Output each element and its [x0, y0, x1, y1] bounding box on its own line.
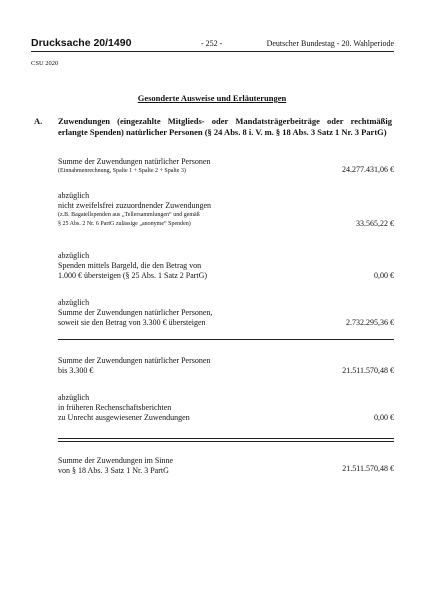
amount-unassignable: 33.565,22 €: [356, 219, 394, 228]
item-line: Summe der Zuwendungen natürlicher Personen: [58, 356, 211, 365]
page-header: [31, 37, 394, 52]
section-a-heading: Zuwendungen (eingezahlte Mitglieds- oder Mandatsträgerbeiträge oder rechtmäßig erlangte Spenden) natürlicher Personen (§ 24 Abs. 8 i. V. m. § 18 Abs. 3 Satz 1 Nr. 3 PartG): [58, 116, 392, 137]
amount-above-3300: 2.732.295,36 €: [346, 318, 394, 327]
item-note: (z.B. Bagatellspenden aus „Tellersammlungen“ und gemäß: [58, 212, 200, 218]
item-line: 1.000 € übersteigen (§ 25 Abs. 1 Satz 2 PartG): [58, 271, 208, 280]
item-line: Summe der Zuwendungen natürlicher Personen: [58, 157, 211, 166]
item-line: nicht zweifelsfrei zuzuordnender Zuwendungen: [58, 201, 212, 210]
item-line: in früheren Rechenschaftsberichten: [58, 403, 172, 412]
item-previous-reports: [58, 393, 393, 423]
item-line: Summe der Zuwendungen im Sinne: [58, 456, 174, 465]
section-title: Gesonderte Ausweise und Erläuterungen: [137, 93, 287, 103]
item-line: Summe der Zuwendungen natürlicher Personen,: [58, 308, 213, 317]
party-year-label: CSU 2020: [31, 60, 59, 67]
item-line: abzüglich: [58, 298, 90, 307]
item-line: soweit sie den Betrag von 3.300 € übersteigen: [58, 318, 206, 327]
item-line: bis 3.300 €: [58, 366, 94, 375]
item-note: (Einnahmenrechnung, Spalte 1 + Spalte 2 + Spalte 3): [58, 168, 186, 174]
item-line: abzüglich: [58, 191, 90, 200]
item-line: von § 18 Abs. 3 Satz 1 Nr. 3 PartG: [58, 466, 169, 475]
parliament-period: Deutscher Bundestag - 20. Wahlperiode: [266, 39, 394, 48]
item-line: Spenden mittels Bargeld, die den Betrag von: [58, 261, 202, 270]
section-a-letter: A.: [34, 116, 43, 126]
amount-cash-donations: 0,00 €: [374, 271, 394, 280]
page-number: - 252 -: [201, 39, 223, 48]
item-cash-donations: [58, 251, 393, 281]
amount-previous-reports: 0,00 €: [374, 413, 394, 422]
amount-final-sum: 21.511.570,48 €: [342, 464, 394, 473]
amount-up-to-3300: 21.511.570,48 €: [342, 366, 394, 375]
separator-double-rule: [58, 438, 394, 442]
item-note: § 25 Abs. 2 Nr. 6 PartG zulässige „anonyme“ Spenden): [58, 221, 191, 227]
item-above-3300: [58, 298, 393, 328]
item-line: abzüglich: [58, 251, 90, 260]
separator-rule: [58, 339, 394, 340]
item-unassignable: [58, 191, 393, 229]
item-line: abzüglich: [58, 393, 90, 402]
amount-total-contributions: 24.277.431,06 €: [342, 165, 394, 174]
item-line: zu Unrecht ausgewiesener Zuwendungen: [58, 413, 190, 422]
document-number: Drucksache 20/1490: [31, 37, 132, 49]
